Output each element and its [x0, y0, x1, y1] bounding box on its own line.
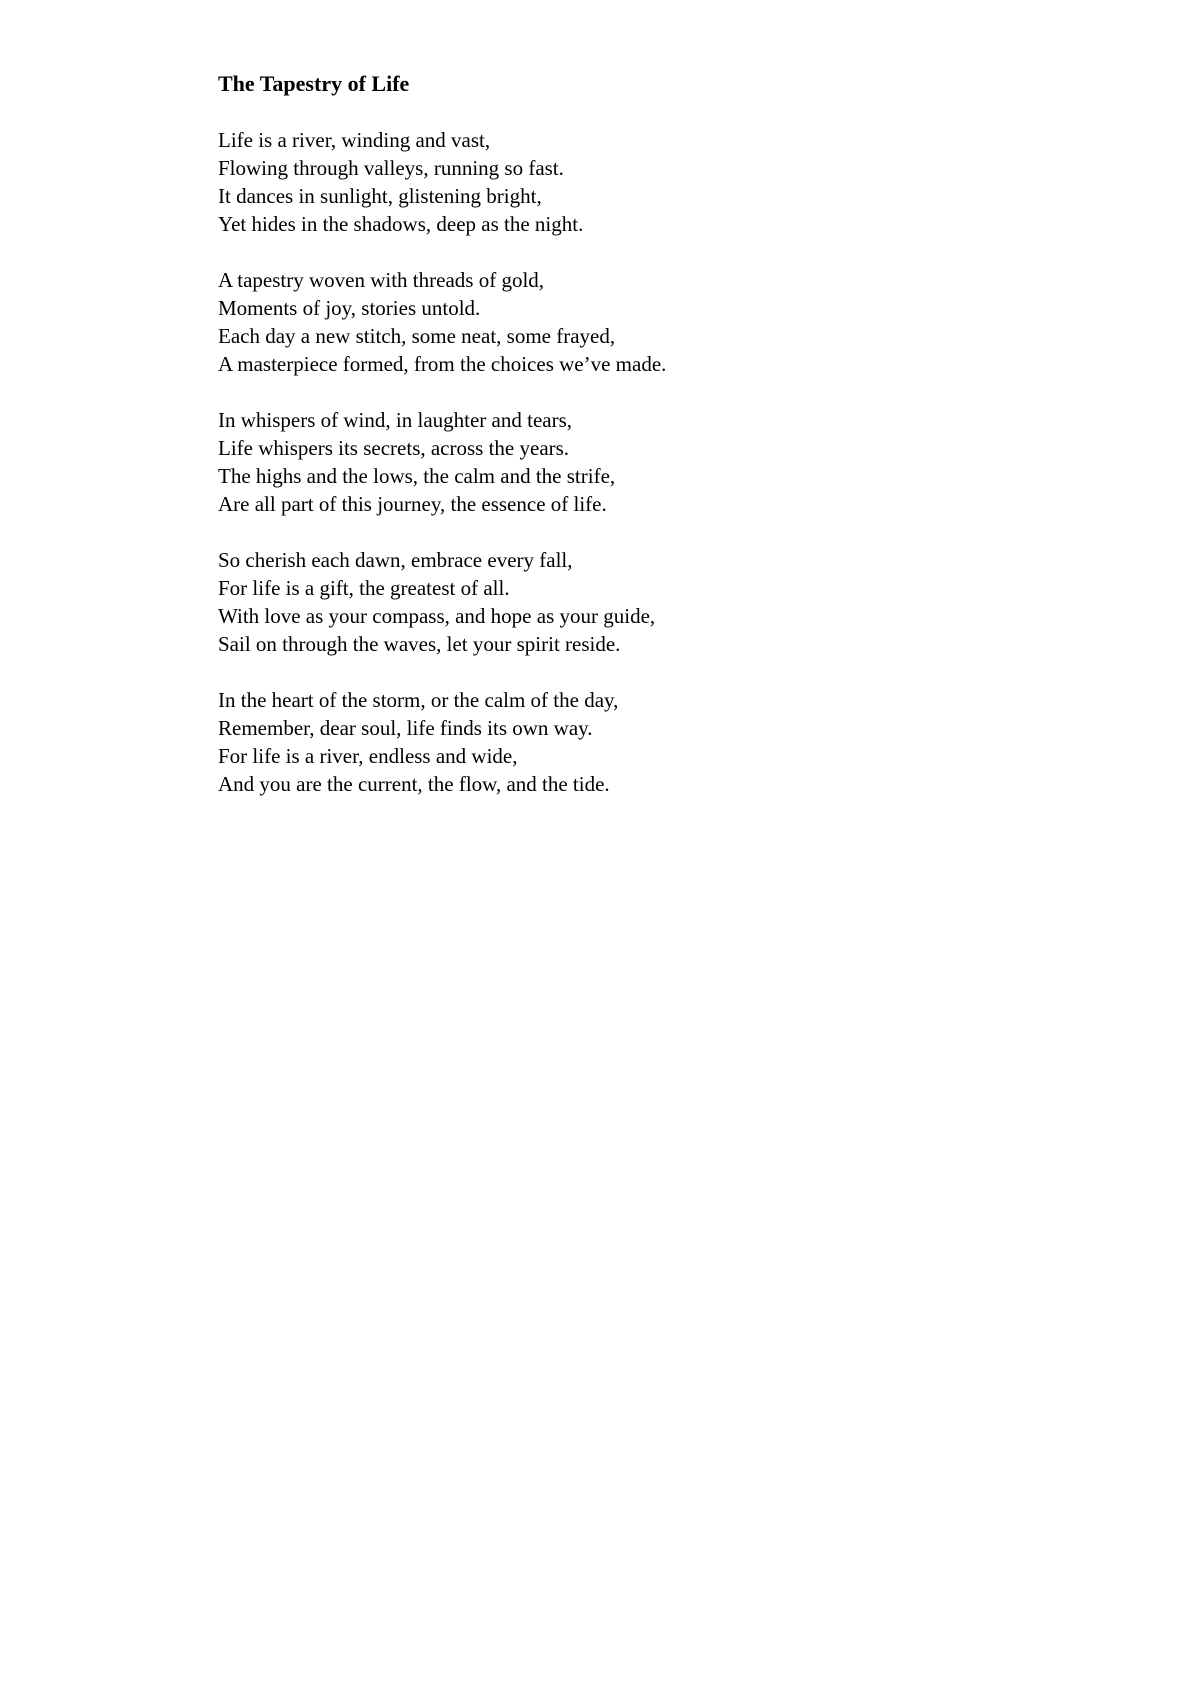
poem-title: The Tapestry of Life: [218, 71, 410, 96]
poem-line: Life whispers its secrets, across the years.: [218, 436, 570, 460]
poem-line: The highs and the lows, the calm and the strife,: [218, 464, 616, 488]
poem-line: A tapestry woven with threads of gold,: [218, 268, 545, 292]
poem-line: Life is a river, winding and vast,: [218, 128, 491, 152]
poem-line: And you are the current, the flow, and the tide.: [218, 772, 610, 796]
poem-line: Each day a new stitch, some neat, some frayed,: [218, 324, 616, 348]
poem-line: In the heart of the storm, or the calm of the day,: [218, 688, 619, 712]
poem-line: A masterpiece formed, from the choices we’ve made.: [218, 352, 667, 376]
poem-line: For life is a gift, the greatest of all.: [218, 576, 510, 600]
poem-line: Are all part of this journey, the essence of life.: [218, 492, 607, 516]
poem-line: Sail on through the waves, let your spirit reside.: [218, 632, 621, 656]
poem-line: It dances in sunlight, glistening bright,: [218, 184, 542, 208]
stanza-2: [218, 266, 1118, 378]
poem-line: In whispers of wind, in laughter and tears,: [218, 408, 572, 432]
stanza-5: [218, 686, 1118, 798]
poem-body: [218, 70, 1118, 826]
poem-line: Flowing through valleys, running so fast.: [218, 156, 564, 180]
poem-line: So cherish each dawn, embrace every fall,: [218, 548, 573, 572]
stanza-3: [218, 406, 1118, 518]
stanza-4: [218, 546, 1118, 658]
poem-line: For life is a river, endless and wide,: [218, 744, 518, 768]
poem-line: Remember, dear soul, life finds its own way.: [218, 716, 593, 740]
stanza-1: [218, 126, 1118, 238]
poem-line: Yet hides in the shadows, deep as the night.: [218, 212, 584, 236]
poem-line: With love as your compass, and hope as your guide,: [218, 604, 656, 628]
poem-line: Moments of joy, stories untold.: [218, 296, 481, 320]
